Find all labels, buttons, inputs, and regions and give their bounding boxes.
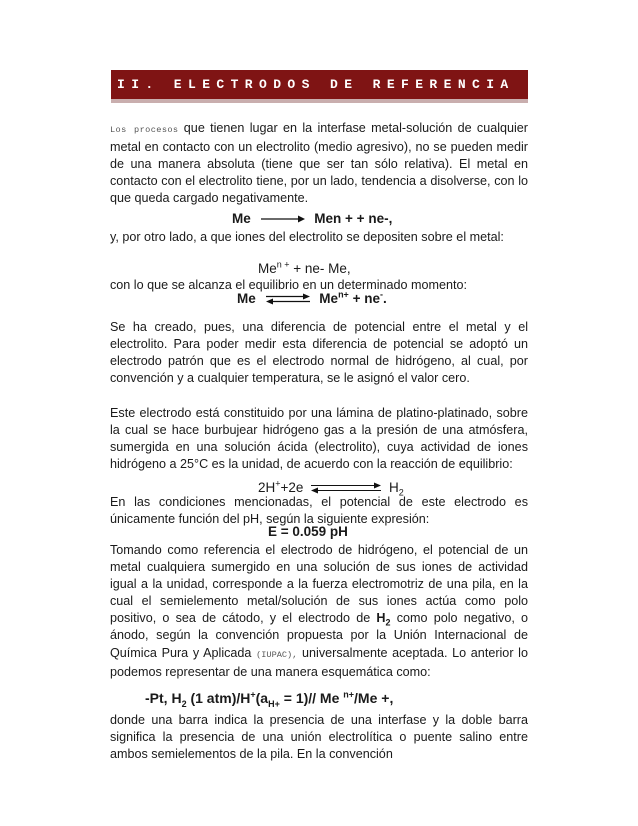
equation-2-rest: + ne- Me, — [289, 261, 351, 276]
equilibrium-arrows-icon — [264, 292, 312, 306]
smallcaps-intro: Los procesos — [110, 125, 179, 135]
equation-4-subscript: 2 — [398, 487, 404, 498]
h2-symbol: H — [376, 611, 386, 626]
paragraph-8: donde una barra indica la presencia de una interfase y la doble barra significa la presencia de una unión electrolítica o puente salino entre ambos semielementos de la pila. En la convención — [110, 713, 528, 762]
equation-6-a: -Pt, H — [145, 690, 182, 706]
equation-cell — [145, 689, 394, 709]
paragraph-1-text: que tienen lugar en la interfase metal-solución de cualquier metal en contacto con un electrolito (medio agresivo), no se pueden medir de una manera absoluta (tiene que ser tan sólo relativa). El metal en contacto con el electrolito tiene, por un lado, tendencia a disolverse, con lo que queda cargado negativamente. — [110, 121, 528, 206]
equation-3-end: . — [382, 291, 387, 306]
equation-2-me: Me — [258, 261, 277, 276]
section-header-bar — [111, 70, 528, 103]
equation-4-charge: + — [275, 478, 281, 489]
iupac-label: (IUPAC), — [256, 649, 298, 660]
equation-1-right: Men + + ne-, — [314, 211, 393, 226]
paragraph-6: En las condiciones mencionadas, el potencial de este electrodo es únicamente función del pH, según la siguiente expresión: — [110, 495, 528, 527]
equation-4-h: H — [388, 480, 399, 495]
equation-potential: E = 0.059 pH — [268, 524, 348, 539]
equation-3-left: Me — [237, 291, 256, 306]
equation-6-sup1: + — [250, 689, 256, 700]
paragraph-7-part-c: universalmente aceptada. Lo anterior lo podemos representar de una manera esquemática como: — [110, 645, 528, 679]
equation-4-electrons: +2e — [280, 480, 304, 495]
paragraph-1 — [110, 120, 528, 207]
paragraph-5: Este electrodo está constituido por una lámina de platino-platinado, sobre la cual se hace burbujear hidrógeno gas a la presión de una atmósfera, sumergida en una solución ácida (electrolito), cuya actividad de iones hidrógeno a 25°C es la unidad, de acuerdo con la reacción de equilibrio: — [110, 406, 528, 472]
equation-dissolution — [232, 211, 392, 226]
equation-3-electron-charge: - — [379, 289, 383, 300]
equation-2-charge: n + — [276, 259, 290, 270]
paragraph-7 — [110, 542, 528, 681]
section-title: II. ELECTRODOS DE REFERENCIA — [117, 77, 515, 92]
equation-6-sub2: H+ — [268, 698, 280, 709]
equation-4-2h: 2H — [258, 480, 276, 495]
h2-label — [376, 611, 391, 628]
equation-3-me: Me — [319, 291, 339, 306]
paragraph-7-part-a: Tomando como referencia el electrodo de hidrógeno, el potencial de un metal cualquiera sumergido en una solución de sus iones de actividad igual a la unidad, corresponde a la fuerza electromotriz de una pila, en la cual el semielemento metal/solución de sus iones actúa como polo positivo, o sea de cátodo, y el electrodo de — [110, 543, 528, 626]
equation-deposition — [258, 261, 351, 276]
equation-3-charge: n+ — [338, 289, 349, 300]
equation-equilibrium — [237, 291, 387, 306]
paragraph-3: con lo que se alcanza el equilibrio en un determinado momento: — [110, 278, 468, 292]
equation-6-d: = 1)// Me — [279, 690, 344, 706]
paragraph-4: Se ha creado, pues, una diferencia de potencial entre el metal y el electrolito. Para poder medir esta diferencia de potencial se adoptó un electrodo patrón que es el electrodo normal de hidrógeno, al cual, por convención y a cualquier temperatura, se le asignó el valor cero. — [110, 320, 528, 386]
equation-6-b: (1 atm)/H — [186, 690, 251, 706]
h2-subscript: 2 — [385, 617, 391, 628]
equation-6-sup2: n+ — [343, 689, 355, 700]
equation-6-e: /Me +, — [354, 690, 394, 706]
equation-1-left: Me — [232, 211, 251, 226]
right-arrow-icon — [259, 212, 307, 226]
equation-3-electrons: + ne — [348, 291, 380, 306]
paragraph-2: y, por otro lado, a que iones del electrolito se depositen sobre el metal: — [110, 230, 504, 244]
equation-6-c: (a — [255, 690, 269, 706]
equation-6-sub1: 2 — [181, 698, 187, 709]
paragraph-7-part-b: como polo negativo, o ánodo, según la convención propuesta por la Unión Internacional de Química Pura y Aplicada — [110, 611, 529, 660]
